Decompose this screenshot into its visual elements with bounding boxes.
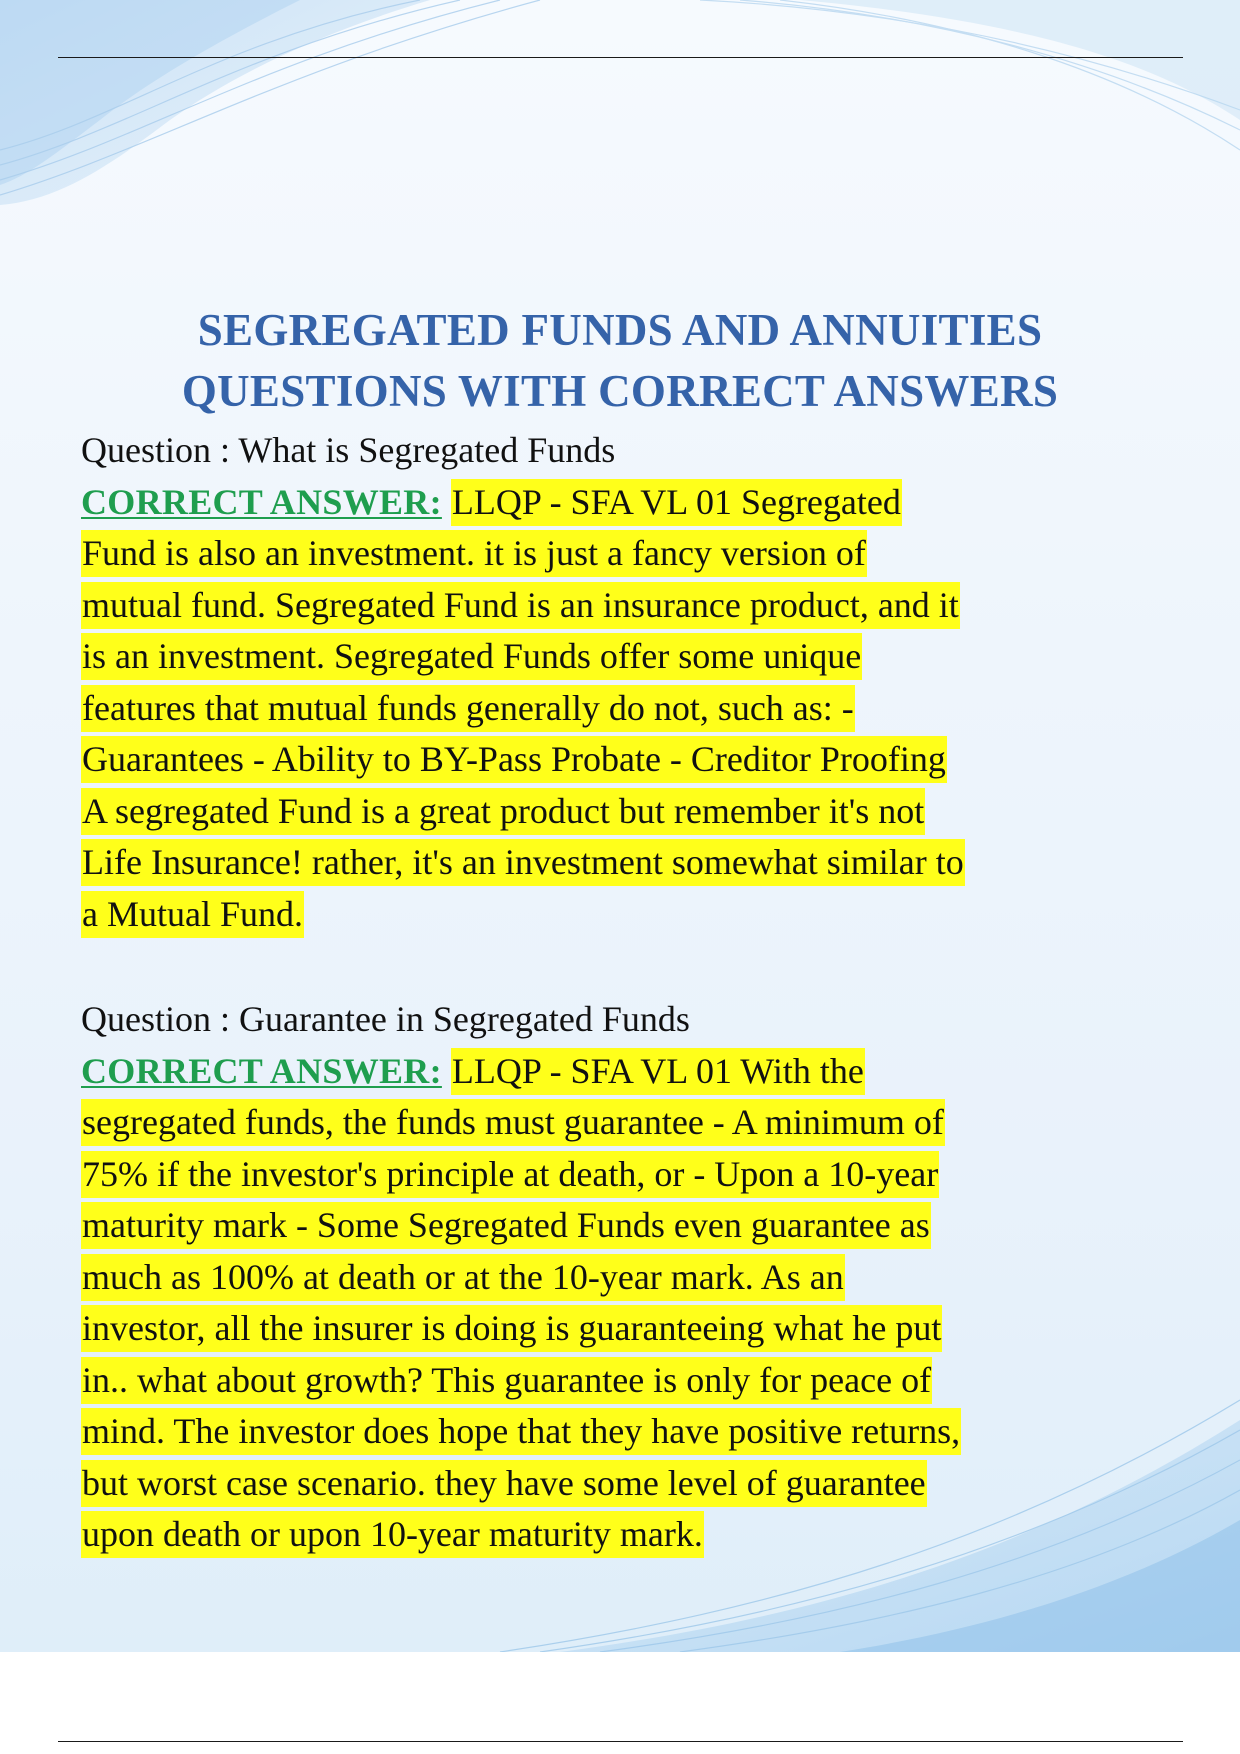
answer-line: mutual fund. Segregated Fund is an insurance product, and it: [81, 582, 960, 629]
page-title-line-1: SEGREGATED FUNDS AND ANNUITIES: [197, 305, 1043, 355]
correct-answer-label: CORRECT ANSWER:: [81, 1050, 442, 1091]
answer-line: mind. The investor does hope that they have positive returns,: [81, 1408, 961, 1455]
answer-line: a Mutual Fund.: [81, 891, 304, 938]
answer-line: 75% if the investor's principle at death, or - Upon a 10-year: [81, 1151, 939, 1198]
qa-item-2: [81, 994, 1121, 1561]
answer-line: is an investment. Segregated Funds offer some unique: [81, 633, 862, 680]
answer-line: upon death or upon 10-year maturity mark.: [81, 1511, 704, 1558]
header-rule: [58, 57, 1183, 58]
answer-line: maturity mark - Some Segregated Funds even guarantee as: [81, 1202, 931, 1249]
answer-line: in.. what about growth? This guarantee is only for peace of: [81, 1357, 932, 1404]
answer-line: Fund is also an investment. it is just a fancy version of: [81, 530, 867, 577]
footer-rule: [58, 1741, 1183, 1742]
answer-line: A segregated Fund is a great product but remember it's not: [81, 788, 925, 835]
answer-line: investor, all the insurer is doing is guaranteeing what he put: [81, 1305, 942, 1352]
answer-line: LLQP - SFA VL 01 With the: [451, 1048, 865, 1095]
answer-line: but worst case scenario. they have some level of guarantee: [81, 1460, 927, 1507]
page-title-line-2: QUESTIONS WITH CORRECT ANSWERS: [181, 366, 1059, 416]
page-title: [0, 300, 1240, 422]
qa-item-1: [81, 425, 1121, 940]
question-text: Question : Guarantee in Segregated Funds: [81, 999, 690, 1039]
answer-block: [81, 1046, 1121, 1561]
question-text: Question : What is Segregated Funds: [81, 430, 616, 470]
answer-line: Guarantees - Ability to BY-Pass Probate - Creditor Proofing: [81, 736, 947, 783]
answer-line: LLQP - SFA VL 01 Segregated: [451, 479, 902, 526]
correct-answer-label: CORRECT ANSWER:: [81, 481, 442, 522]
answer-line: much as 100% at death or at the 10-year mark. As an: [81, 1254, 845, 1301]
answer-block: [81, 477, 1121, 941]
answer-line: segregated funds, the funds must guarantee - A minimum of: [81, 1099, 945, 1146]
answer-line: Life Insurance! rather, it's an investment somewhat similar to: [81, 839, 965, 886]
answer-line: features that mutual funds generally do not, such as: -: [81, 685, 855, 732]
